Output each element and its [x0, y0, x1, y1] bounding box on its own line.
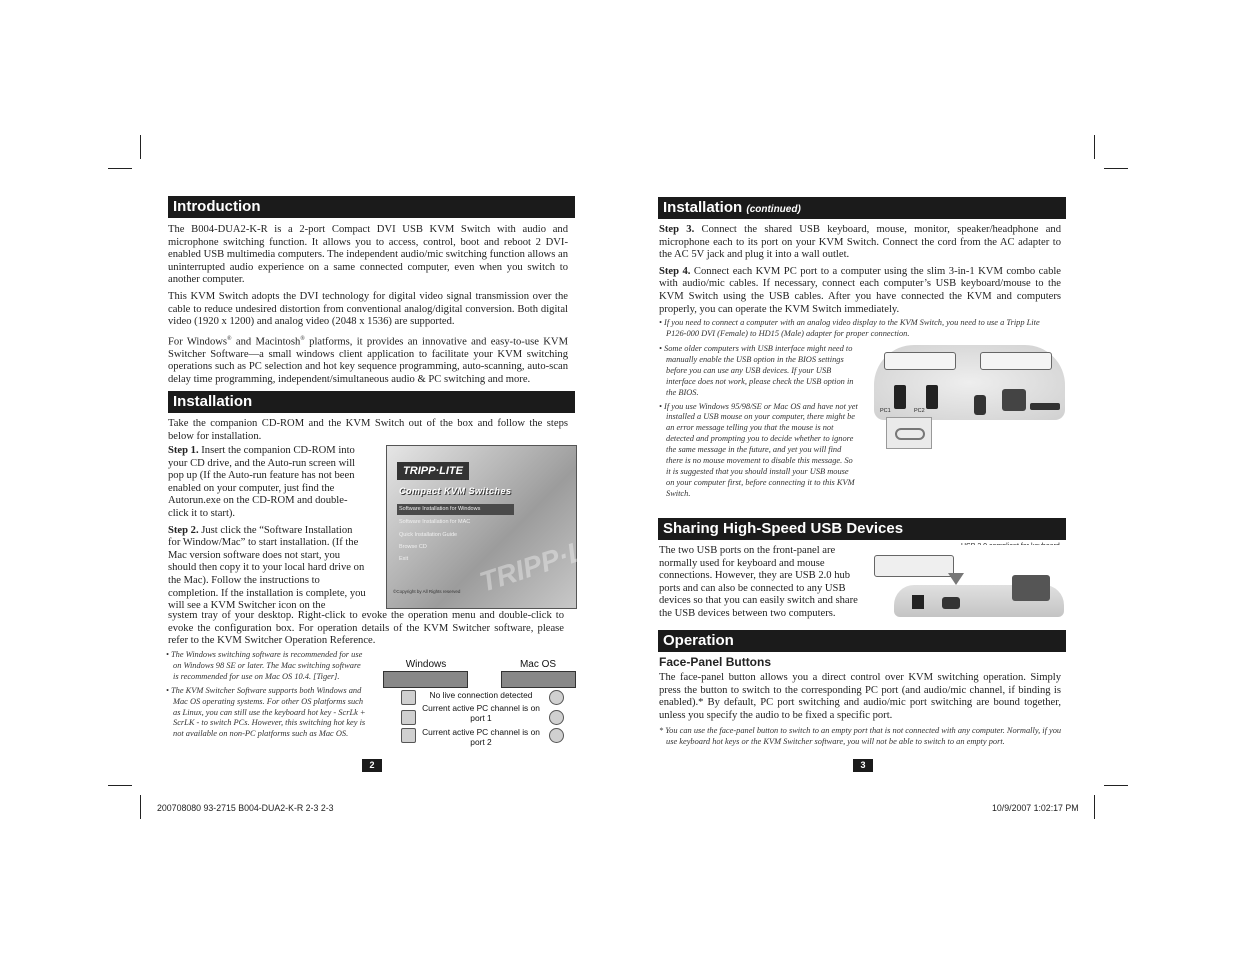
mac-os-label: Mac OS	[519, 659, 557, 670]
introduction-body	[168, 224, 568, 391]
step-1: Step 1. Insert the companion CD-ROM into your CD drive, and the Auto-run screen will pop up (If the Auto-run feature has not been enabled on your computer, just find the Autorun.exe on the CD-ROM and double-click it to start).	[168, 445, 356, 519]
step-2: Step 2. Just click the “Software Installation for Window/Mac” to start installation. (If the Mac version software does not start, you should then copy it to your local hard drive on the Mac). Follow the instructions to completion. If the installation is complete, you will see a KVM Switcher icon on the	[168, 524, 366, 612]
keyboard-icon	[1030, 403, 1060, 410]
kvm-port-2-mac-icon	[549, 728, 564, 743]
windows-label: Windows	[405, 659, 447, 670]
menu-software-windows[interactable]: Software Installation for Windows	[399, 506, 481, 512]
tripp-lite-logo: TRIPP·LITE	[397, 462, 469, 480]
usb-devices-image	[872, 545, 1065, 619]
installation-steps	[168, 445, 366, 617]
step-3: Step 3. Connect the shared USB keyboard, mouse, monitor, speaker/headphone and microphone each to its port on your KVM Switch. Connect the cord from the AC adapter to the AC 5V jack and plug it into a wall outlet.	[659, 224, 1061, 261]
pc1-tower	[894, 385, 906, 409]
pc1-label: PC1	[880, 408, 891, 414]
face-panel-heading: Face-Panel Buttons	[659, 655, 772, 669]
intro-paragraph-1: The B004-DUA2-K-R is a 2-port Compact DVI USB KVM Switch with audio and microphone switching function. It allows you to access, control, boot and reboot 2 DVI-enabled USB multimedia computers. The independent audio/mic switching function allows an uninterrupted audio experience on a same connected computer, even when you switch to another computer.	[168, 224, 568, 286]
intro-paragraph-3: For Windows® and Macintosh® platforms, it provides an innovative and easy-to-use KVM Switcher Software—a small windows client application to facilitate your KVM switching operations such as PC selection and hot key sequence programming, auto-scanning, auto-scan delay time programming, independent/simultaneous audio & PC switching and more.	[168, 335, 568, 386]
right-notes	[659, 344, 859, 503]
menu-software-mac[interactable]: Software Installation for MAC	[399, 519, 471, 525]
kvm-port-1-mac-icon	[549, 710, 564, 725]
crop-mark	[140, 795, 141, 819]
pc2-label: PC2	[914, 408, 925, 414]
monitor-icon	[1002, 389, 1026, 411]
watermark-logo: TRIPP·LITE	[475, 521, 631, 598]
installation-heading: Installation	[168, 391, 575, 413]
footer-timestamp: 10/9/2007 1:02:17 PM	[992, 803, 1079, 813]
operation-heading: Operation	[658, 630, 1066, 652]
pc2-tower	[926, 385, 938, 409]
note-bios-usb: • Some older computers with USB interface might need to manually enable the USB option in the BIOS settings before you can use any USB devices. If your USB interface does not work, please check the USB option in the BIOS.	[659, 344, 854, 397]
step-4: Step 4. Connect each KVM PC port to a computer using the slim 3-in-1 KVM combo cable with audio/mic cables. If necessary, connect each computer’s USB keyboard/mouse to the KVM Switch using the USB cables. After you have connected the KVM and computers properly, you can operate the KVM Switch immediately.	[659, 265, 1062, 315]
kvm-port-1-win-icon	[401, 710, 416, 725]
step-2-continued: system tray of your desktop. Right-click to evoke the operation menu and double-click to evoke the configuration box. For operation details of the KVM Switcher software, please refer to the KVM Switcher Operation Reference.	[168, 610, 564, 647]
installation-continued-heading: Installation (continued)	[658, 197, 1066, 219]
printer-icon	[1012, 575, 1050, 601]
crop-mark	[1094, 795, 1095, 819]
operation-note: * You can use the face-panel button to switch to an empty port that is not connected with any computer. Normally, if you use keyboard hot keys or the KVM Switcher software, you will not be able to switch to an empty port.	[659, 726, 1062, 746]
installation-intro: Take the companion CD-ROM and the KVM Switch out of the box and follow the steps below for installation.	[168, 418, 568, 442]
kvm-no-connection-win-icon	[401, 690, 416, 705]
crop-mark	[108, 168, 132, 169]
sharing-usb-body: The two USB ports on the front-panel are normally used for keyboard and mouse connections. However, they are USB 2.0 hub ports and can also be connected to any USB devices so that you can easily switch and share the USB devices between two computers.	[659, 545, 858, 619]
connection-diagram	[874, 345, 1065, 420]
cable-image	[886, 417, 932, 449]
menu-exit[interactable]: Exit	[399, 556, 409, 562]
crop-mark	[108, 785, 132, 786]
legend-port-1: Current active PC channel is on port 1	[422, 703, 540, 723]
kvm-switch-front	[874, 555, 954, 577]
installation-steps-3-4	[659, 224, 1061, 320]
usb-arrow-icon	[948, 573, 964, 585]
crop-mark	[140, 135, 141, 159]
product-title: Compact KVM Switches	[399, 486, 512, 496]
legend-no-connection: No live connection detected	[429, 690, 533, 700]
speaker-icon	[974, 395, 986, 415]
legend-port-2: Current active PC channel is on port 2	[422, 727, 540, 747]
menu-quick-guide[interactable]: Quick Installation Guide	[399, 532, 458, 538]
operation-body: The face-panel button allows you a direct control over KVM switching operation. Simply press the button to switch to the corresponding PC port (and audio/mic channel, if binding is enabled).* By default, PC port switching and audio/mic port switching are bound together, unless you specify the audio to be fixed a specific port.	[659, 672, 1061, 721]
note-dvi-adapter: • If you need to connect a computer with an analog video display to the KVM Switch, you need to use a Tripp Lite P126-000 DVI (Female) to HD15 (Male) adapter for proper connection.	[659, 318, 1040, 338]
kvm-no-connection-mac-icon	[549, 690, 564, 705]
drive-icon	[912, 595, 924, 609]
page-number-right: 3	[853, 759, 873, 772]
footer-job-info: 200708080 93-2715 B004-DUA2-K-R 2-3 2-3	[157, 803, 334, 813]
sharing-usb-heading: Sharing High-Speed USB Devices	[658, 518, 1066, 540]
note-hotkey: • The KVM Switcher Software supports both Windows and Mac OS operating systems. For other OS platforms such as Linux, you can still use the keyboard hot key - ScrLk + ScrLK - to switch PCs. However, this switching hot key is not available on non-PC platforms such as Mac OS.	[166, 685, 366, 739]
menu-browse-cd[interactable]: Browse CD	[399, 544, 427, 550]
introduction-heading: Introduction	[168, 196, 575, 218]
autorun-screenshot	[386, 445, 631, 609]
camera-icon	[942, 597, 960, 609]
mac-menu-bar	[501, 671, 576, 688]
crop-mark	[1104, 168, 1128, 169]
crop-mark	[1104, 785, 1128, 786]
kvm-switch-right	[980, 352, 1052, 370]
cable-icon	[895, 428, 925, 440]
note-usb-mouse: • If you use Windows 95/98/SE or Mac OS and have not yet installed a USB mouse on your computer, there might be an error message telling you that the mouse is not detected and prompting you to decide whether to ignore the same message in the future, and yet you will find there is no mouse movement to disable this message. So it is suggested that you should install your USB mouse on your computer first, before connecting it to this KVM Switch.	[659, 401, 858, 498]
note-os-recommendation: • The Windows switching software is recommended for use on Windows 98 SE or later. The Mac switching software is recommended for use on Mac OS 10.4. [Tiger].	[166, 650, 363, 681]
kvm-port-2-win-icon	[401, 728, 416, 743]
intro-paragraph-2: This KVM Switch adopts the DVI technology for digital video signal transmission over the cable to reduce undesired distortion from conventional analog/digital conversion. Both digital video (1920 x 1200) and analog video (2048 x 1536) are supported.	[168, 290, 568, 328]
page-number-left: 2	[362, 759, 382, 772]
copyright-text: ©Copyright by All Rights reserved	[393, 589, 461, 594]
left-notes	[166, 650, 366, 743]
crop-mark	[1094, 135, 1095, 159]
kvm-switch-left	[884, 352, 956, 370]
windows-system-tray	[383, 671, 468, 688]
